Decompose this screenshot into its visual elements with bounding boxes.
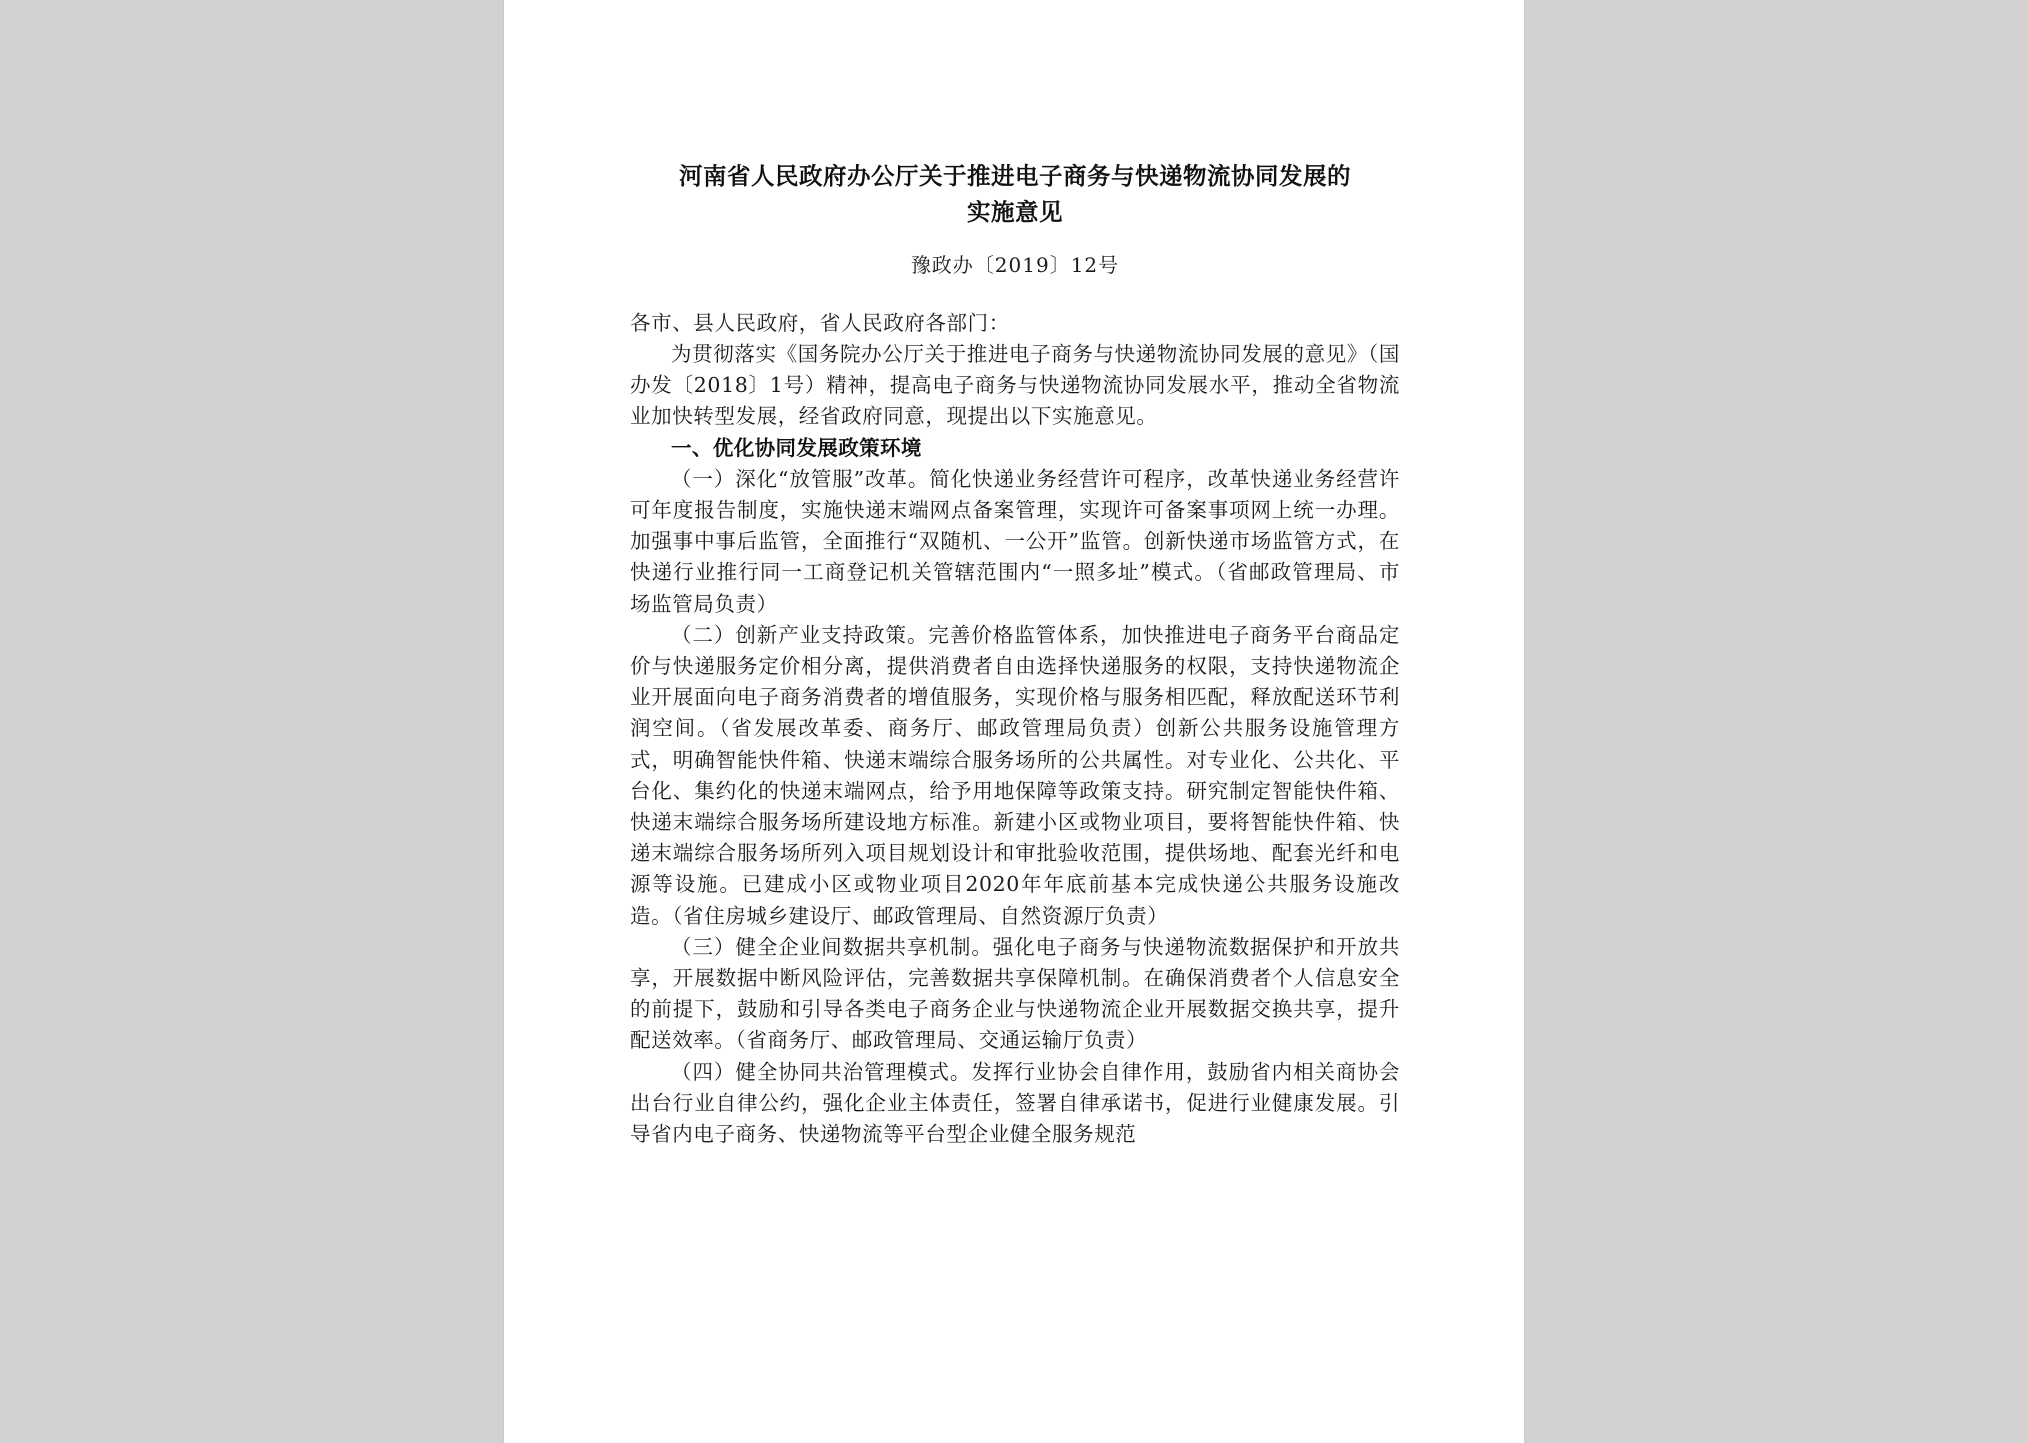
document-number: 豫政办〔2019〕12号 [910,253,1120,277]
title-line-1: 河南省人民政府办公厅关于推进电子商务与快递物流协同发展的 [679,162,1351,190]
item-3-paragraph: （三）健全企业间数据共享机制。强化电子商务与快递物流数据保护和开放共享，开展数据中断风险评估，完善数据共享保障机制。在确保消费者个人信息安全的前提下，鼓励和引导各类电子商务企业与快递物流企业开展数据交换共享，提升配送效率。（省商务厅、邮政管理局、交通运输厅负责） [630,934,1400,1053]
section-1-heading: 一、优化协同发展政策环境 [671,435,922,460]
intro-paragraph: 为贯彻落实《国务院办公厅关于推进电子商务与快递物流协同发展的意见》（国办发〔2018〕1号）精神，提高电子商务与快递物流协同发展水平，推动全省物流业加快转型发展，经省政府同意，现提出以下实施意见。 [630,342,1400,429]
document-body [630,158,1400,1150]
document-page [504,0,1524,1443]
item-1-paragraph: （一）深化“放管服”改革。简化快递业务经营许可程序，改革快递业务经营许可年度报告制度，实施快递末端网点备案管理，实现许可备案事项网上统一办理。加强事中事后监管，全面推行“双随机、一公开”监管。创新快递市场监管方式，在快递行业推行同一工商登记机关管辖范围内“一照多址”模式。（省邮政管理局、市场监管局负责） [630,466,1400,616]
item-2-paragraph: （二）创新产业支持政策。完善价格监管体系，加快推进电子商务平台商品定价与快递服务定价相分离，提供消费者自由选择快递服务的权限，支持快递物流企业开展面向电子商务消费者的增值服务，实现价格与服务相匹配，释放配送环节利润空间。（省发展改革委、商务厅、邮政管理局负责）创新公共服务设施管理方式，明确智能快件箱、快递末端综合服务场所的公共属性。对专业化、公共化、平台化、集约化的快递末端网点，给予用地保障等政策支持。研究制定智能快件箱、快递末端综合服务场所建设地方标准。新建小区或物业项目，要将智能快件箱、快递末端综合服务场所列入项目规划设计和审批验收范围，提供场地、配套光纤和电源等设施。已建成小区或物业项目2020年年底前基本完成快递公共服务设施改造。（省住房城乡建设厅、邮政管理局、自然资源厅负责） [630,622,1400,928]
title-line-2: 实施意见 [967,198,1063,226]
item-4-paragraph: （四）健全协同共治管理模式。发挥行业协会自律作用，鼓励省内相关商协会出台行业自律公约，强化企业主体责任，签署自律承诺书，促进行业健康发展。引导省内电子商务、快递物流等平台型企业健全服务规范 [630,1059,1400,1147]
addressee: 各市、县人民政府，省人民政府各部门： [630,311,1010,335]
document-title [630,158,1400,230]
